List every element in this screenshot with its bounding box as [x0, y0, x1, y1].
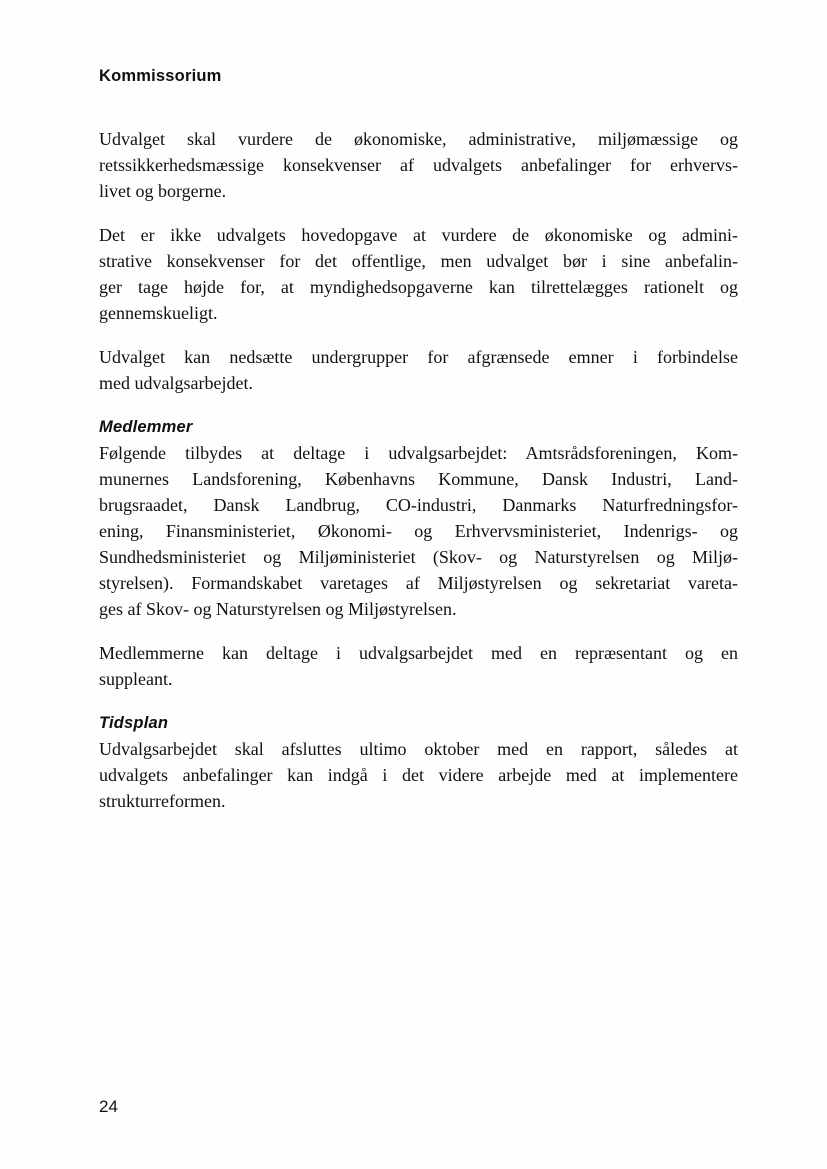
section-heading-medlemmer: Medlemmer	[99, 418, 193, 436]
text-line: brugsraadet, Dansk Landbrug, CO-industri, Danmarks Naturfredningsfor-	[99, 495, 738, 515]
text-line: Udvalget skal vurdere de økonomiske, administrative, miljømæssige og	[99, 129, 738, 149]
text-line: strative konsekvenser for det offentlige, men udvalget bør i sine anbefalin-	[99, 251, 738, 271]
text-line: Sundhedsministeriet og Miljøministeriet (Skov- og Naturstyrelsen og Miljø-	[99, 547, 738, 567]
text-line: Udvalget kan nedsætte undergrupper for afgrænsede emner i forbindelse	[99, 347, 738, 367]
text-line: munernes Landsforening, Københavns Kommune, Dansk Industri, Land-	[99, 469, 738, 489]
section-heading-tidsplan: Tidsplan	[99, 714, 169, 732]
text-line: ges af Skov- og Naturstyrelsen og Miljøstyrelsen.	[99, 599, 457, 619]
text-line: suppleant.	[99, 669, 173, 689]
text-line: Udvalgsarbejdet skal afsluttes ultimo oktober med en rapport, således at	[99, 739, 738, 759]
text-line: udvalgets anbefalinger kan indgå i det videre arbejde med at implementere	[99, 765, 738, 785]
paragraph-tidsplan-1	[99, 736, 738, 814]
page-header-title: Kommissorium	[99, 67, 222, 85]
paragraph-intro-1	[99, 126, 738, 204]
text-line: Medlemmerne kan deltage i udvalgsarbejdet med en repræsentant og en	[99, 643, 738, 663]
paragraph-intro-2	[99, 222, 738, 326]
text-line: Følgende tilbydes at deltage i udvalgsarbejdet: Amtsrådsforeningen, Kom-	[99, 443, 738, 463]
document-body	[99, 126, 738, 814]
text-line: ening, Finansministeriet, Økonomi- og Erhvervsministeriet, Indenrigs- og	[99, 521, 738, 541]
text-line: gennemskueligt.	[99, 303, 218, 323]
paragraph-medlemmer-2	[99, 640, 738, 692]
text-line: Det er ikke udvalgets hovedopgave at vurdere de økonomiske og admini-	[99, 225, 738, 245]
text-line: styrelsen). Formandskabet varetages af Miljøstyrelsen og sekretariat vareta-	[99, 573, 738, 593]
text-line: strukturreformen.	[99, 791, 226, 811]
paragraph-intro-3	[99, 344, 738, 396]
text-line: livet og borgerne.	[99, 181, 227, 201]
text-line: ger tage højde for, at myndighedsopgaverne kan tilrettelægges rationelt og	[99, 277, 738, 297]
page-number: 24	[99, 1097, 118, 1116]
text-line: retssikkerhedsmæssige konsekvenser af udvalgets anbefalinger for erhvervs-	[99, 155, 738, 175]
paragraph-medlemmer-1	[99, 440, 738, 622]
text-line: med udvalgsarbejdet.	[99, 373, 253, 393]
